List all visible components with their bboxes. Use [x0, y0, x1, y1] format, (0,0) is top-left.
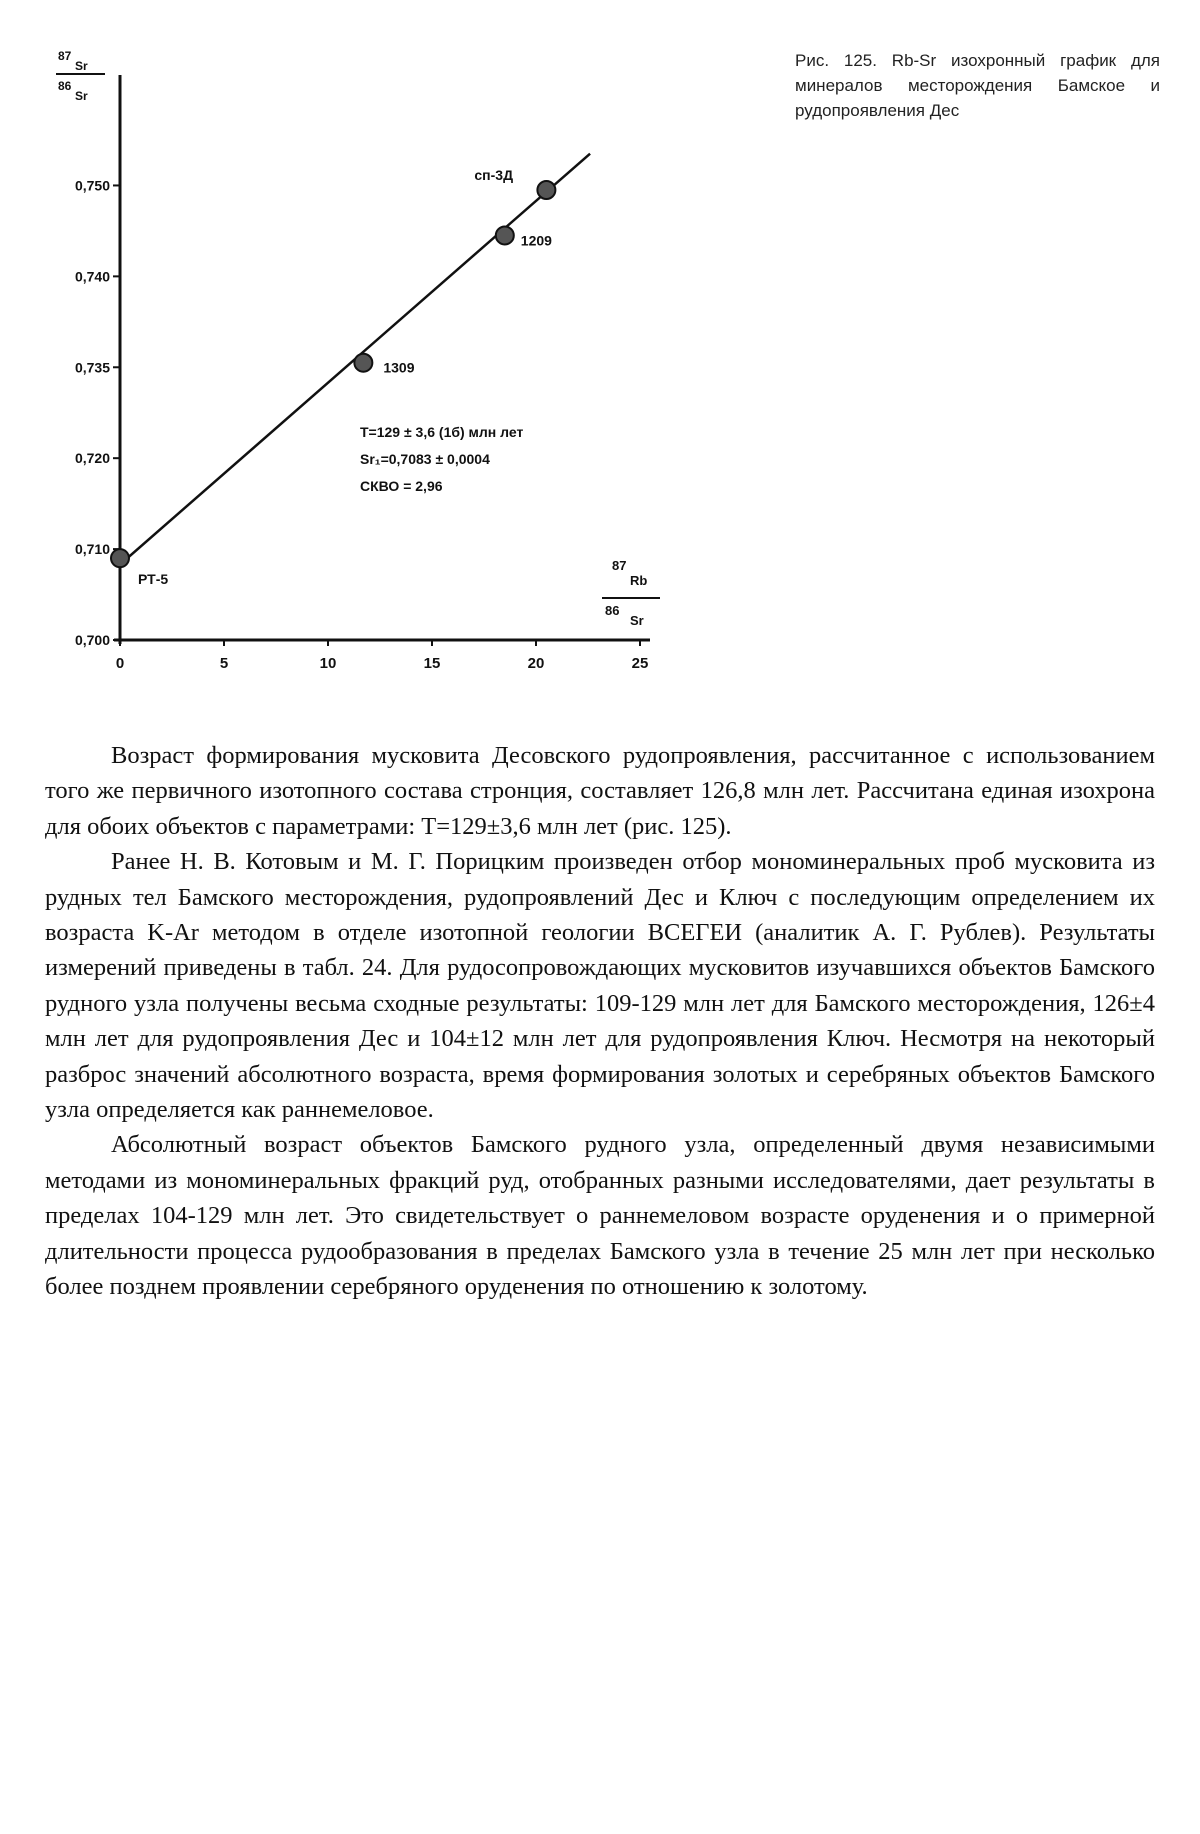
x-label-numerator-element: Rb — [630, 573, 648, 588]
y-axis-label — [56, 49, 105, 103]
data-point — [354, 354, 372, 372]
y-label-numerator-mass: 87 — [58, 49, 72, 63]
y-tick-label: 0,720 — [74, 450, 110, 467]
x-tick-label: 0 — [115, 655, 125, 672]
x-tick-label: 20 — [527, 655, 545, 672]
y-tick-label: 0,740 — [74, 268, 110, 285]
y-label-denominator-mass: 86 — [58, 79, 72, 93]
isochron-annotation — [360, 424, 523, 494]
paragraph: Абсолютный возраст объектов Бамского рудного узла, определенный двумя независимыми методами из мономинеральных фракций руд, отобранных разными исследователями, дает результаты в пределах 104-129 млн лет. Это свидетельствует о раннемеловом возрасте оруденения и о примерной длительности процесса рудообразования в пределах Бамского узла в течение 25 млн лет при несколько более позднем проявлении серебряного оруденения по отношению к золотому. — [45, 1131, 1155, 1301]
body-text — [45, 738, 1155, 1305]
data-point-label: сп-3Д — [474, 167, 514, 183]
y-label-numerator-element: Sr — [75, 59, 88, 73]
y-tick-label: 0,735 — [74, 359, 110, 376]
x-ticks — [116, 640, 649, 672]
annotation-age: T=129 ± 3,6 (1б) млн лет — [360, 424, 524, 440]
y-tick-label: 0,710 — [74, 541, 110, 558]
annotation-mswd: СКВО = 2,96 — [360, 478, 443, 494]
data-point — [537, 181, 555, 199]
y-ticks — [75, 177, 120, 648]
x-tick-label: 5 — [219, 655, 229, 672]
x-label-denominator-element: Sr — [630, 613, 644, 628]
chart-axes — [114, 75, 650, 644]
x-tick-label: 10 — [319, 655, 337, 672]
x-label-denominator-mass: 86 — [605, 603, 620, 618]
figure-caption: Рис. 125. Rb-Sr изохронный график для минералов месторождения Бамское и рудопроявления Дес — [795, 51, 1160, 120]
data-point-label: 1209 — [520, 232, 552, 249]
data-point — [111, 549, 129, 567]
data-point-label: РТ-5 — [138, 571, 169, 588]
isochron-chart — [30, 30, 690, 690]
paragraph: Ранее Н. В. Котовым и М. Г. Порицким произведен отбор мономинеральных проб мусковита из рудных тел Бамского месторождения, рудопроявлений Дес и Ключ с последующим определением их возраста K-Ar методом в отделе изотопной геологии ВСЕГЕИ (аналитик А. Г. Рублев). Результаты измерений приведены в табл. 24. Для рудосопровождающих мусковитов изучавшихся объектов Бамского рудного узла получены весьма сходные результаты: 109-129 млн лет для Бамского месторождения, 126±4 млн лет для рудопроявления Дес и 104±12 млн лет для рудопроявления Ключ. Несмотря на некоторый разброс значений абсолютного возраста, время формирования золотых и серебряных объектов Бамского узла определяется как раннемеловое. — [45, 848, 1155, 1124]
annotation-initial-ratio: Sr₁=0,7083 ± 0,0004 — [360, 451, 490, 467]
y-label-denominator-element: Sr — [75, 89, 88, 103]
x-axis-label — [602, 558, 660, 628]
x-label-numerator-mass: 87 — [612, 558, 627, 573]
y-tick-label: 0,700 — [74, 632, 110, 648]
data-point — [496, 226, 514, 244]
x-tick-label: 25 — [631, 655, 649, 672]
y-tick-label: 0,750 — [74, 177, 110, 194]
paragraph: Возраст формирования мусковита Десовского рудопроявления, рассчитанное с использованием того же первичного изотопного состава стронция, составляет 126,8 млн лет. Рассчитана единая изохрона для обоих объектов с параметрами: Т=129±3,6 млн лет (рис. 125). — [45, 742, 1155, 840]
x-tick-label: 15 — [423, 655, 441, 672]
data-point-label: 1309 — [383, 359, 415, 376]
